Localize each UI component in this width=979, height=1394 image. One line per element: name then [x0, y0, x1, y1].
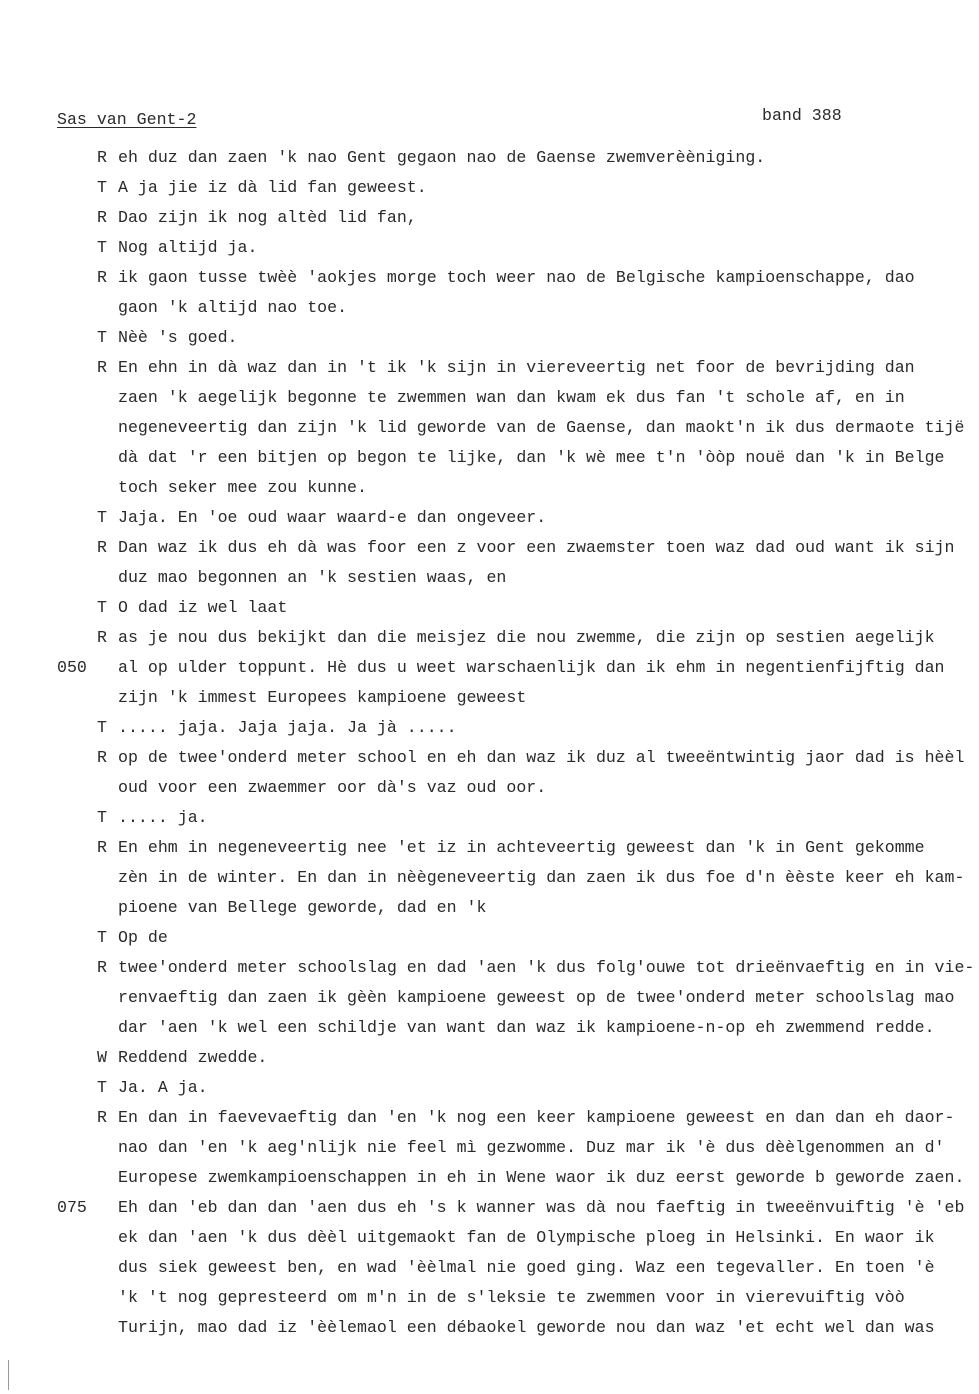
- line-text: O dad iz wel laat: [118, 598, 288, 617]
- line-text: dus siek geweest ben, en wad 'èèlmal nie goed ging. Waz een tegevaller. En toen 'è: [118, 1258, 935, 1277]
- line-text: Nèè 's goed.: [118, 328, 238, 347]
- speaker-label: T: [97, 508, 107, 527]
- line-text: Op de: [118, 928, 168, 947]
- speaker-label: R: [97, 358, 107, 377]
- line-text: toch seker mee zou kunne.: [118, 478, 367, 497]
- speaker-label: T: [97, 718, 107, 737]
- line-text: zaen 'k aegelijk begonne te zwemmen wan dan kwam ek dus fan 't schole af, en in: [118, 388, 905, 407]
- speaker-label: T: [97, 928, 107, 947]
- speaker-label: T: [97, 178, 107, 197]
- line-text: renvaeftig dan zaen ik gèèn kampioene geweest op de twee'onderd meter schoolslag mao: [118, 988, 955, 1007]
- tape-counter-marker: 050: [57, 658, 87, 677]
- line-text: duz mao begonnen an 'k sestien waas, en: [118, 568, 507, 587]
- line-text: ..... jaja. Jaja jaja. Ja jà .....: [118, 718, 457, 737]
- line-text: 'k 't nog gepresteerd om m'n in de s'leksie te zwemmen voor in vierevuiftig vòò: [118, 1288, 905, 1307]
- line-text: gaon 'k altijd nao toe.: [118, 298, 348, 317]
- speaker-label: T: [97, 808, 107, 827]
- line-text: ek dan 'aen 'k dus dèèl uitgemaokt fan de Olympische ploeg in Helsinki. En waor ik: [118, 1228, 935, 1247]
- line-text: zèn in de winter. En dan in nèègeneveertig dan zaen ik dus foe d'n èèste keer eh kam-: [118, 868, 965, 887]
- line-text: Dan waz ik dus eh dà was foor een z voor een zwaemster toen waz dad oud want ik sijn: [118, 538, 955, 557]
- line-text: En dan in faevevaeftig dan 'en 'k nog een keer kampioene geweest en dan dan eh daor-: [118, 1108, 955, 1127]
- speaker-label: R: [97, 748, 107, 767]
- line-text: En ehm in negeneveertig nee 'et iz in achteveertig geweest dan 'k in Gent gekomme: [118, 838, 925, 857]
- line-text: as je nou dus bekijkt dan die meisjez die nou zwemme, die zijn op sestien aegelijk: [118, 628, 935, 647]
- line-text: nao dan 'en 'k aeg'nlijk nie feel mì gezwomme. Duz mar ik 'è dus dèèlgenommen an d': [118, 1138, 945, 1157]
- margin-mark: [8, 1360, 9, 1390]
- tape-number: band 388: [762, 106, 842, 125]
- speaker-label: R: [97, 538, 107, 557]
- line-text: negeneveertig dan zijn 'k lid geworde van de Gaense, dan maokt'n ik dus dermaote tijë: [118, 418, 965, 437]
- speaker-label: T: [97, 238, 107, 257]
- speaker-label: R: [97, 628, 107, 647]
- line-text: Jaja. En 'oe oud waar waard-e dan ongeveer.: [118, 508, 547, 527]
- line-text: twee'onderd meter schoolslag en dad 'aen 'k dus folg'ouwe tot drieënvaeftig en in vie-: [118, 958, 975, 977]
- line-text: A ja jie iz dà lid fan geweest.: [118, 178, 427, 197]
- line-text: ik gaon tusse twèè 'aokjes morge toch weer nao de Belgische kampioenschappe, dao: [118, 268, 915, 287]
- speaker-label: R: [97, 958, 107, 977]
- speaker-label: R: [97, 838, 107, 857]
- line-text: En ehn in dà waz dan in 't ik 'k sijn in viereveertig net foor de bevrijding dan: [118, 358, 915, 377]
- line-text: eh duz dan zaen 'k nao Gent gegaon nao de Gaense zwemverèèniging.: [118, 148, 766, 167]
- line-text: op de twee'onderd meter school en eh dan waz ik duz al tweeëntwintig jaor dad is hèèl: [118, 748, 965, 767]
- line-text: Turijn, mao dad iz 'èèlemaol een débaokel geworde nou dan waz 'et echt wel dan was: [118, 1318, 935, 1337]
- line-text: ..... ja.: [118, 808, 208, 827]
- line-text: dar 'aen 'k wel een schildje van want dan waz ik kampioene-n-op eh zwemmend redde.: [118, 1018, 935, 1037]
- speaker-label: W: [97, 1048, 107, 1067]
- line-text: Reddend zwedde.: [118, 1048, 268, 1067]
- speaker-label: R: [97, 268, 107, 287]
- speaker-label: T: [97, 1078, 107, 1097]
- line-text: Europese zwemkampioenschappen in eh in Wene waor ik duz eerst geworde b geworde zaen.: [118, 1168, 965, 1187]
- line-text: Ja. A ja.: [118, 1078, 208, 1097]
- document-title: Sas van Gent-2: [57, 110, 197, 129]
- speaker-label: R: [97, 148, 107, 167]
- speaker-label: T: [97, 328, 107, 347]
- line-text: pioene van Bellege geworde, dad en 'k: [118, 898, 487, 917]
- line-text: zijn 'k immest Europees kampioene geweest: [118, 688, 527, 707]
- tape-counter-marker: 075: [57, 1198, 87, 1217]
- speaker-label: T: [97, 598, 107, 617]
- line-text: dà dat 'r een bitjen op begon te lijke, dan 'k wè mee t'n 'òòp nouë dan 'k in Belge: [118, 448, 945, 467]
- speaker-label: R: [97, 208, 107, 227]
- speaker-label: R: [97, 1108, 107, 1127]
- line-text: Eh dan 'eb dan dan 'aen dus eh 's k wanner was dà nou faeftig in tweeënvuiftig 'è 'eb: [118, 1198, 965, 1217]
- line-text: al op ulder toppunt. Hè dus u weet warschaenlijk dan ik ehm in negentienfijftig dan: [118, 658, 945, 677]
- line-text: Nog altijd ja.: [118, 238, 258, 257]
- line-text: Dao zijn ik nog altèd lid fan,: [118, 208, 417, 227]
- line-text: oud voor een zwaemmer oor dà's vaz oud oor.: [118, 778, 547, 797]
